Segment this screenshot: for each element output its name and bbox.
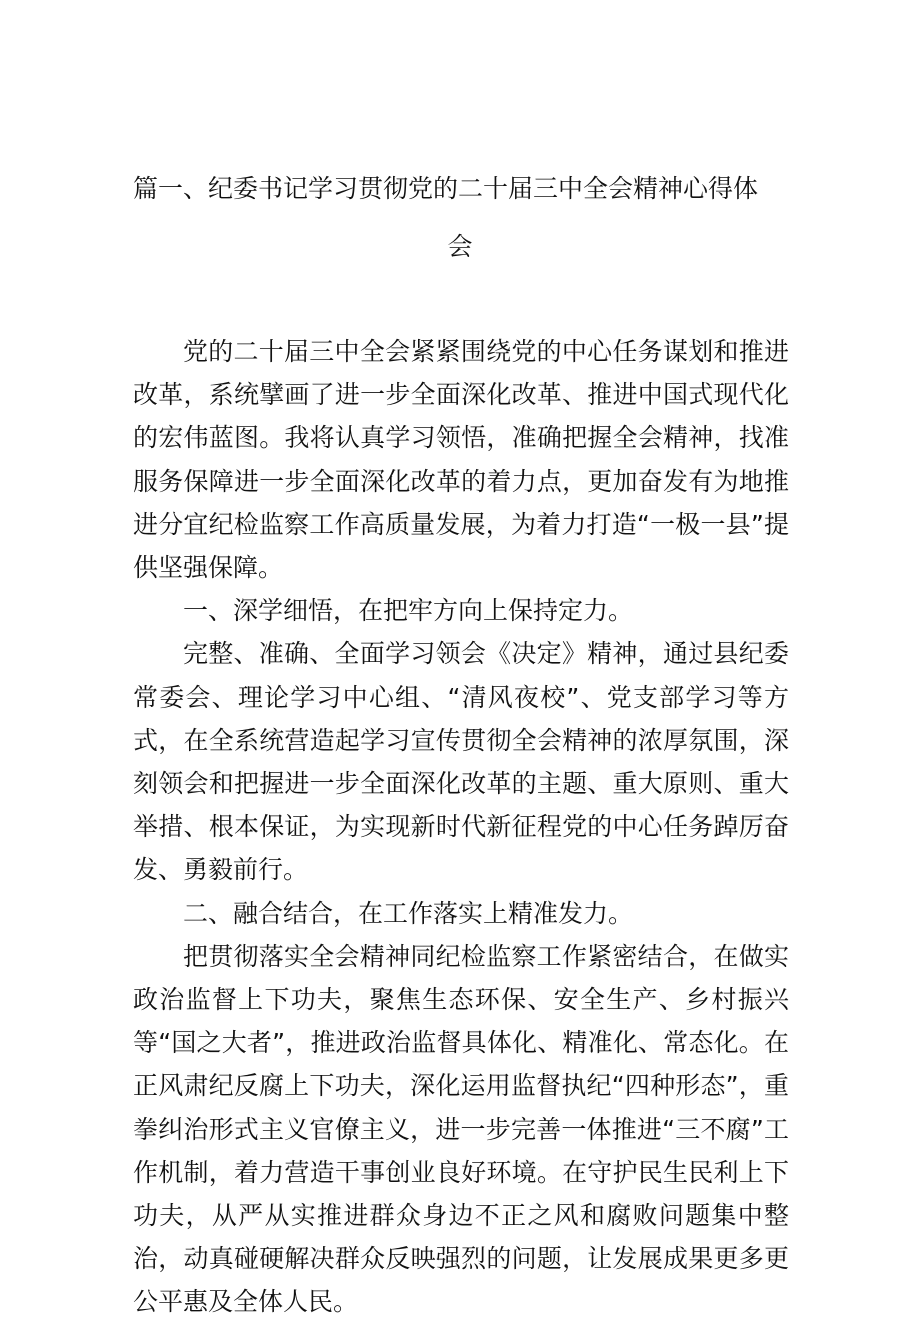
section-paragraph-1: 完整、准确、全面学习领会《决定》精神，通过县纪委常委会、理论学习中心组、“清风夜校”、党支部学习等方式，在全系统营造起学习宣传贯彻全会精神的浓厚氛围，深刻领会和把握进一步全面深化改革的主题、重大原则、重大举措、根本保证，为实现新时代新征程党的中心任务踔厉奋发、勇毅前行。 <box>133 639 789 885</box>
document-body <box>133 330 789 1324</box>
section-paragraph-2: 把贯彻落实全会精神同纪检监察工作紧密结合，在做实政治监督上下功夫，聚焦生态环保、安全生产、乡村振兴等“国之大者”，推进政治监督具体化、精准化、常态化。在正风肃纪反腐上下功夫，深化运用监督执纪“四种形态”，重拳纠治形式主义官僚主义，进一步完善一体推进“三不腐”工作机制，着力营造干事创业良好环境。在守护民生民利上下功夫，从严从实推进群众身边不正之风和腐败问题集中整治，动真碰硬解决群众反映强烈的问题，让发展成果更多更公平惠及全体人民。 <box>133 941 789 1317</box>
section-heading-2: 二、融合结合，在工作落实上精准发力。 <box>183 898 634 928</box>
document-title-continuation: 会 <box>447 232 473 261</box>
intro-paragraph: 党的二十届三中全会紧紧围绕党的中心任务谋划和推进改革，系统擘画了进一步全面深化改革、推进中国式现代化的宏伟蓝图。我将认真学习领悟，准确把握全会精神，找准服务保障进一步全面深化改革的着力点，更加奋发有为地推进分宜纪检监察工作高质量发展，为着力打造“一极一县”提供坚强保障。 <box>133 337 789 583</box>
document-title: 篇一、纪委书记学习贯彻党的二十届三中全会精神心得体 <box>133 174 759 203</box>
section-heading-1: 一、深学细悟，在把牢方向上保持定力。 <box>183 596 634 626</box>
